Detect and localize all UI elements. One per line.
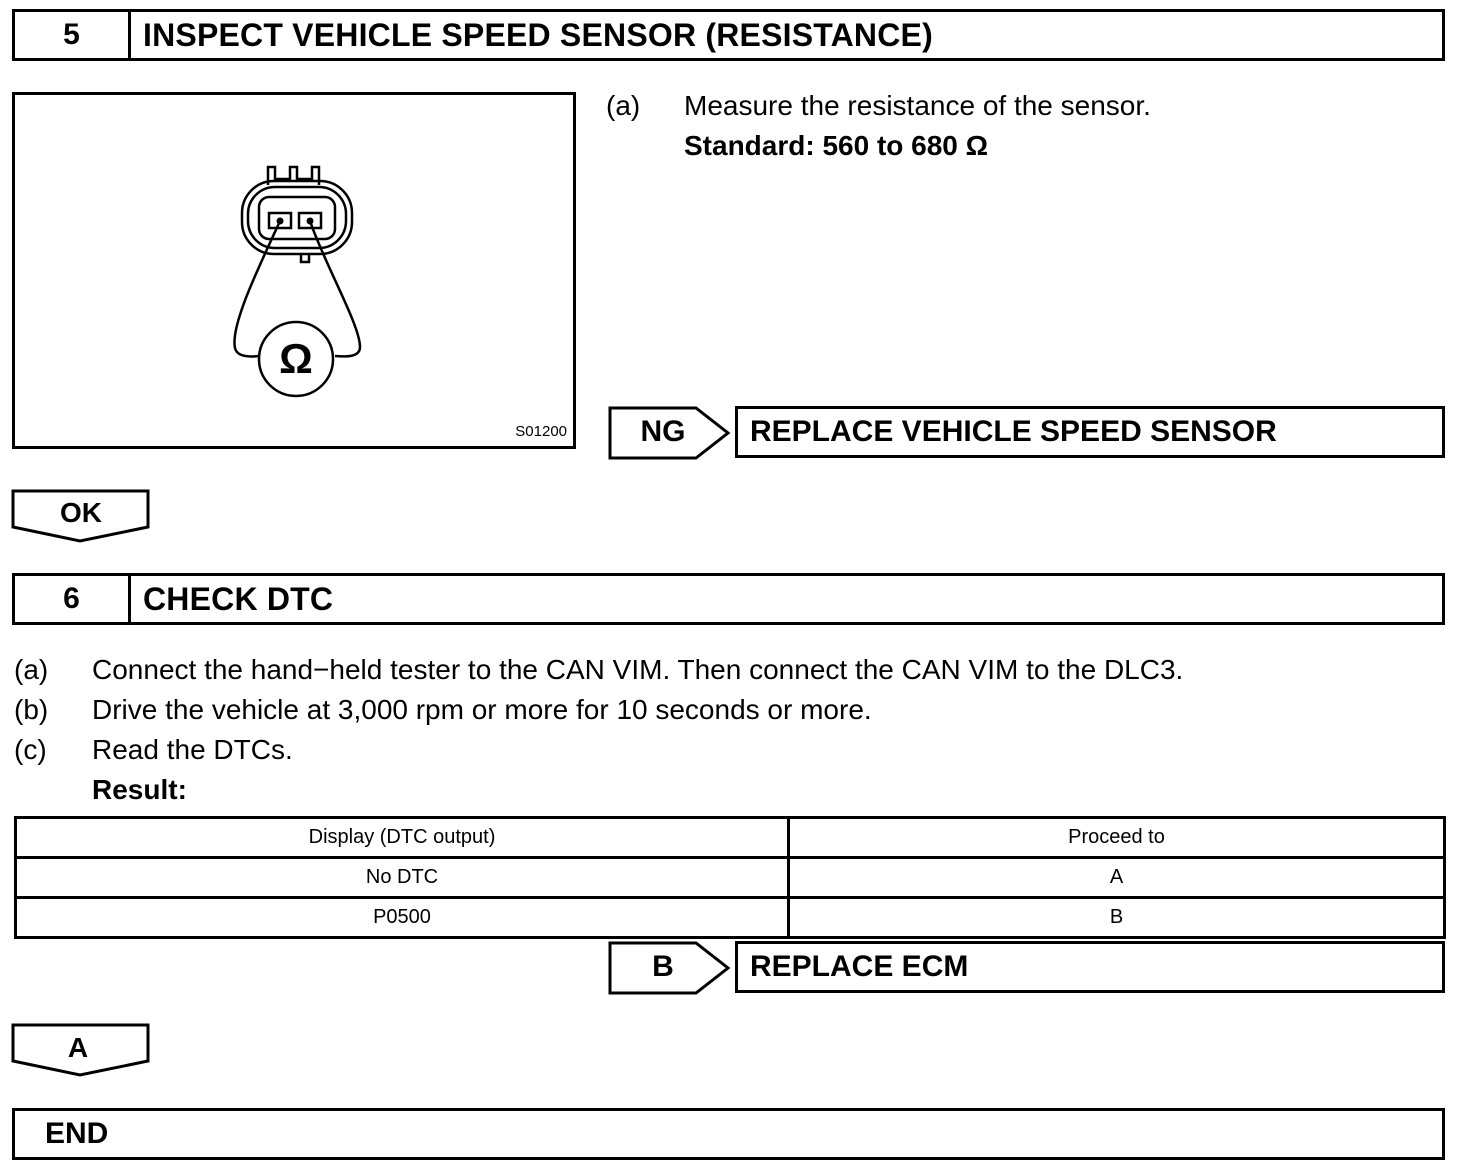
- table-header: Proceed to: [789, 818, 1445, 858]
- table-cell: P0500: [16, 898, 789, 938]
- end-title: END: [45, 1117, 109, 1150]
- a-label: A: [67, 1032, 89, 1063]
- table-row: [16, 858, 1445, 898]
- step-5-number: 5: [15, 12, 131, 58]
- ohmmeter-connector-illustration: [15, 95, 573, 446]
- step-5-standard: Standard: 560 to 680 Ω: [684, 130, 989, 161]
- step-5-item-a-label: (a): [606, 90, 641, 121]
- step-6-item-a-label: (a): [14, 654, 49, 685]
- result-table: [14, 816, 1446, 939]
- ng-action-text: REPLACE VEHICLE SPEED SENSOR: [750, 415, 1277, 448]
- b-label: B: [652, 950, 674, 983]
- ok-label: OK: [60, 497, 102, 528]
- sensor-resistance-figure: [12, 92, 576, 449]
- step-6-header: [12, 573, 1445, 625]
- figure-code: S01200: [515, 423, 567, 440]
- step-6-item-c-label: (c): [14, 734, 47, 765]
- ohm-symbol: Ω: [279, 335, 313, 382]
- end-box: [12, 1108, 1445, 1160]
- step-5-item-a-text: Measure the resistance of the sensor.: [684, 90, 1151, 121]
- result-label: Result:: [92, 774, 187, 805]
- step-6-number: 6: [15, 576, 131, 622]
- step-6-title: CHECK DTC: [143, 580, 334, 617]
- step-6-item-a-text: Connect the hand−held tester to the CAN VIM. Then connect the CAN VIM to the DLC3.: [92, 654, 1184, 685]
- step-6-item-b-label: (b): [14, 694, 49, 725]
- table-cell: B: [789, 898, 1445, 938]
- table-cell: No DTC: [16, 858, 789, 898]
- table-cell: A: [789, 858, 1445, 898]
- step-5-header: [12, 9, 1445, 61]
- step-6-item-b-text: Drive the vehicle at 3,000 rpm or more for 10 seconds or more.: [92, 694, 872, 725]
- table-row: [16, 898, 1445, 938]
- b-action-text: REPLACE ECM: [750, 950, 969, 983]
- ng-label: NG: [640, 415, 686, 448]
- step-5-title: INSPECT VEHICLE SPEED SENSOR (RESISTANCE): [143, 16, 933, 53]
- ng-action-box: [735, 406, 1445, 458]
- table-header-row: [16, 818, 1445, 858]
- step-6-item-c-text: Read the DTCs.: [92, 734, 293, 765]
- b-action-box: [735, 941, 1445, 993]
- table-header: Display (DTC output): [16, 818, 789, 858]
